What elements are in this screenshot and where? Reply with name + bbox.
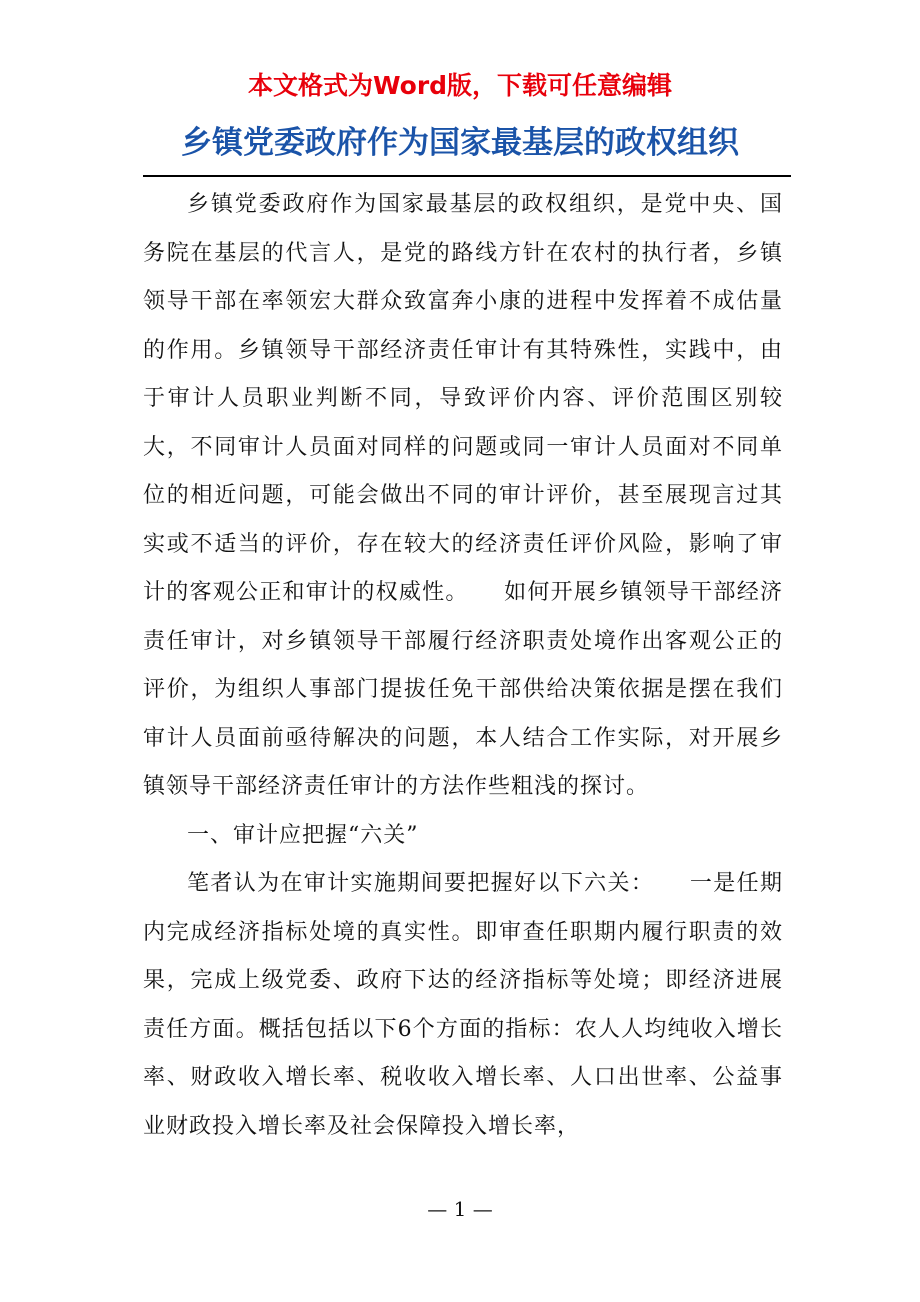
- download-banner: 本文格式为Word版，下载可任意编辑: [247, 71, 673, 100]
- document-title: 乡镇党委政府作为国家最基层的政权组织: [181, 125, 739, 161]
- paragraph-intro: 乡镇党委政府作为国家最基层的政权组织，是党中央、国务院在基层的代言人，是党的路线方针在农村的执行者，乡镇领导干部在率领宏大群众致富奔小康的进程中发挥着不成估量的作用。乡镇领导干部经济责任审计有其特殊性，实践中，由于审计人员职业判断不同，导致评价内容、评价范围区别较大，不同审计人员面对同样的问题或同一审计人员面对不同单位的相近问题，可能会做出不同的审计评价，甚至展现言过其实或不适当的评价，存在较大的经济责任评价风险，影响了审计的客观公正和审计的权威性。 如何开展乡镇领导干部经济责任审计，对乡镇领导干部履行经济职责处境作出客观公正的评价，为组织人事部门提拔任免干部供给决策依据是摆在我们审计人员面前亟待解决的问题，本人结合工作实际，对开展乡镇领导干部经济责任审计的方法作些粗浅的探讨。: [143, 192, 783, 799]
- title-divider: [143, 175, 791, 177]
- paragraph-six-checks: 笔者认为在审计实施期间要把握好以下六关： 一是任期内完成经济指标处境的真实性。即审查任职期内履行职责的效果，完成上级党委、政府下达的经济指标等处境；即经济进展责任方面。概括包括以下6个方面的指标：农人人均纯收入增长率、财政收入增长率、税收收入增长率、人口出世率、公益事业财政投入增长率及社会保障投入增长率，: [143, 871, 783, 1139]
- page-number: — 1 —: [427, 1197, 493, 1221]
- section-heading: 一、审计应把握“六关”: [187, 822, 419, 848]
- document-body: [143, 181, 783, 1151]
